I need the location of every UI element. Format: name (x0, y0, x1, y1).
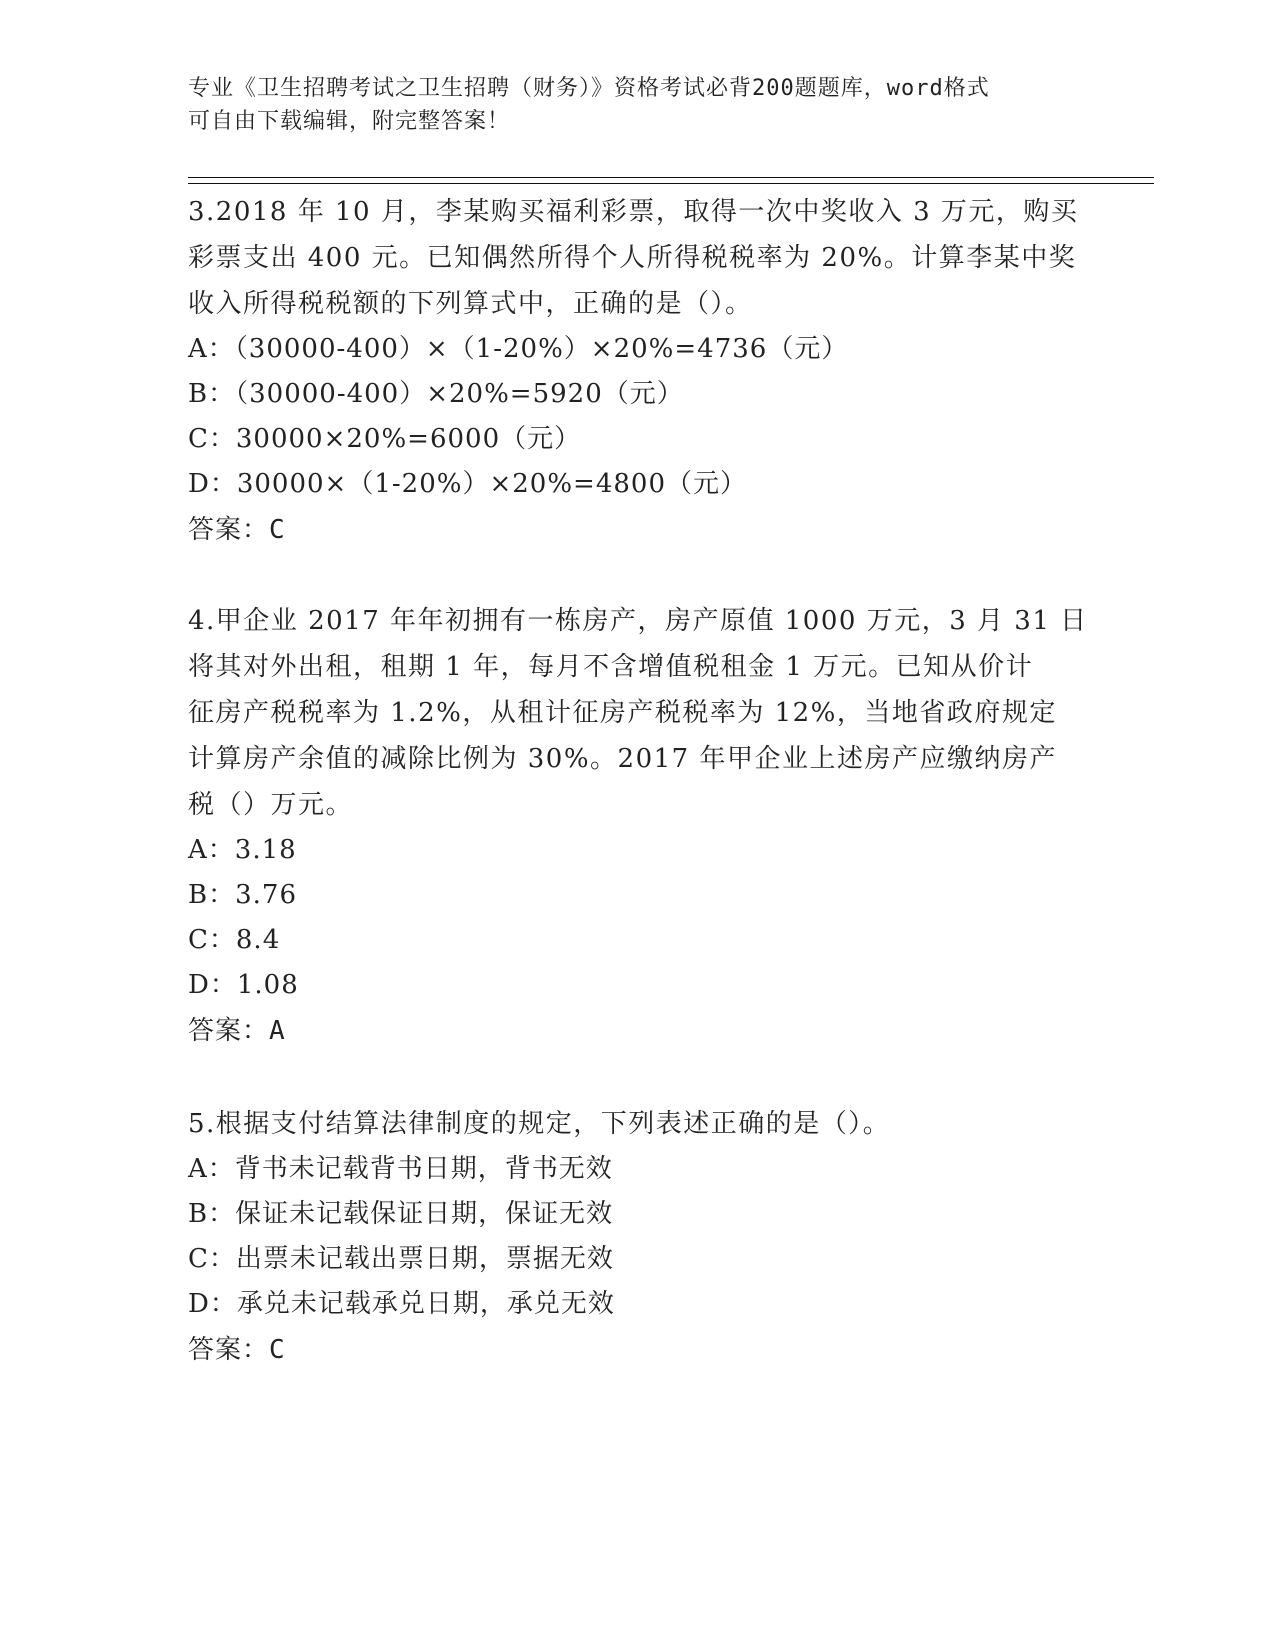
option-d: D：30000×（1-20%）×20%=4800（元） (188, 469, 747, 499)
header-line-2: 可自由下载编辑，附完整答案！ (188, 109, 511, 134)
answer-line: 答案：A (188, 1016, 286, 1046)
question-stem-line: 收入所得税税额的下列算式中，正确的是（）。 (188, 289, 753, 319)
header-divider-top (188, 177, 1154, 178)
option-c: C：出票未记载出票日期，票据无效 (188, 1244, 614, 1274)
option-b: B：保证未记载保证日期，保证无效 (188, 1199, 614, 1229)
question-stem-line: 将其对外出租，租期 1 年，每月不含增值税租金 1 万元。已知从价计 (188, 652, 1034, 682)
question-stem-line: 3.2018 年 10 月，李某购买福利彩票，取得一次中奖收入 3 万元，购买 (188, 197, 1079, 227)
option-a: A：3.18 (188, 835, 297, 865)
answer-line: 答案：C (188, 515, 286, 545)
option-b: B：3.76 (188, 880, 297, 910)
option-d: D：1.08 (188, 970, 299, 1000)
option-c: C：30000×20%=6000（元） (188, 424, 582, 454)
question-block (188, 598, 1088, 1054)
question-block (188, 189, 1088, 553)
question-stem-line: 彩票支出 400 元。已知偶然所得个人所得税税率为 20%。计算李某中奖 (188, 243, 1077, 273)
header-line-1: 专业《卫生招聘考试之卫生招聘（财务）》资格考试必背200题题库，word格式 (188, 76, 990, 101)
question-stem-line: 征房产税税率为 1.2%，从租计征房产税税率为 12%，当地省政府规定 (188, 698, 1057, 728)
option-b: B：（30000-400）×20%=5920（元） (188, 379, 684, 409)
option-c: C：8.4 (188, 925, 281, 955)
option-d: D：承兑未记载承兑日期，承兑无效 (188, 1289, 615, 1319)
question-stem-line: 计算房产余值的减除比例为 30%。2017 年甲企业上述房产应缴纳房产 (188, 744, 1057, 774)
question-stem-line: 税（）万元。 (188, 790, 354, 820)
header-divider-bottom (188, 183, 1154, 184)
option-a: A：（30000-400）×（1-20%）×20%=4736（元） (188, 334, 849, 364)
question-stem-line: 5.根据支付结算法律制度的规定，下列表述正确的是（）。 (188, 1109, 891, 1139)
option-a: A：背书未记载背书日期，背书无效 (188, 1154, 613, 1184)
answer-line: 答案：C (188, 1335, 286, 1365)
question-block (188, 1101, 1088, 1373)
document-header (188, 72, 1088, 138)
question-stem-line: 4.甲企业 2017 年年初拥有一栋房产，房产原值 1000 万元，3 月 31 日 (188, 606, 1088, 636)
